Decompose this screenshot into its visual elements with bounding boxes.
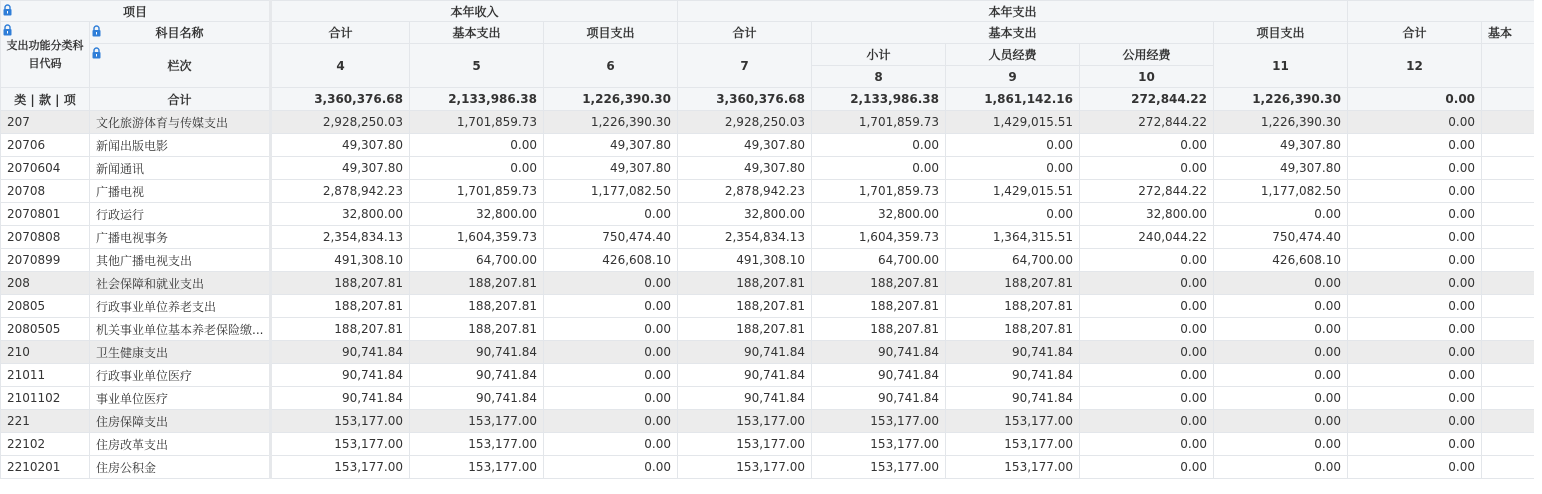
row-name: 广播电视 — [90, 180, 271, 203]
row-name: 新闻出版电影 — [90, 134, 271, 157]
row-cell: 90,741.84 — [678, 387, 812, 410]
total-cell: 0.00 — [1348, 88, 1482, 111]
row-name: 行政事业单位养老支出 — [90, 295, 271, 318]
row-cell: 0.00 — [1348, 387, 1482, 410]
row-cell: 0.00 — [1080, 456, 1214, 479]
row-cell: 1,226,390.30 — [544, 111, 678, 134]
row-name: 住房公积金 — [90, 456, 271, 479]
row-cell: 188,207.81 — [271, 318, 410, 341]
row-cell: 90,741.84 — [410, 387, 544, 410]
row-cell: 90,741.84 — [946, 387, 1080, 410]
header-col-10: 10 — [1080, 66, 1214, 88]
row-cell: 153,177.00 — [678, 456, 812, 479]
table-row[interactable] — [1, 456, 1535, 479]
table-row[interactable] — [1, 295, 1535, 318]
table-row[interactable] — [1, 410, 1535, 433]
row-cell: 188,207.81 — [271, 272, 410, 295]
row-code: 221 — [1, 410, 90, 433]
header-income-project: 项目支出 — [544, 22, 678, 44]
row-code: 2080505 — [1, 318, 90, 341]
row-cell: 153,177.00 — [271, 433, 410, 456]
row-cell: 153,177.00 — [946, 433, 1080, 456]
row-cell: 188,207.81 — [410, 295, 544, 318]
row-cell: 0.00 — [544, 318, 678, 341]
row-cell-extra — [1482, 226, 1534, 249]
table-row[interactable] — [1, 111, 1535, 134]
row-cell: 426,608.10 — [1214, 249, 1348, 272]
row-name: 住房改革支出 — [90, 433, 271, 456]
row-cell: 32,800.00 — [410, 203, 544, 226]
total-label: 合计 — [90, 88, 271, 111]
table-row[interactable] — [1, 157, 1535, 180]
row-cell-extra — [1482, 341, 1534, 364]
table-body — [1, 88, 1535, 479]
row-cell: 2,878,942.23 — [271, 180, 410, 203]
row-cell-extra — [1482, 295, 1534, 318]
header-column-num-label: 栏次 — [167, 59, 192, 73]
total-cell: 272,844.22 — [1080, 88, 1214, 111]
row-cell: 153,177.00 — [271, 410, 410, 433]
row-cell: 153,177.00 — [812, 410, 946, 433]
row-cell-extra — [1482, 249, 1534, 272]
header-col-8: 8 — [812, 66, 946, 88]
header-col-5: 5 — [410, 44, 544, 88]
header-expense-public: 公用经费 — [1080, 44, 1214, 66]
row-cell: 0.00 — [812, 157, 946, 180]
row-cell-extra — [1482, 203, 1534, 226]
total-cell-extra — [1482, 88, 1534, 111]
table-row[interactable] — [1, 249, 1535, 272]
row-cell: 0.00 — [544, 433, 678, 456]
row-cell: 0.00 — [1348, 226, 1482, 249]
total-cell: 2,133,986.38 — [812, 88, 946, 111]
row-cell: 0.00 — [1348, 249, 1482, 272]
row-cell: 49,307.80 — [271, 134, 410, 157]
row-cell: 0.00 — [1080, 295, 1214, 318]
row-cell: 0.00 — [544, 410, 678, 433]
row-cell: 90,741.84 — [812, 387, 946, 410]
row-cell: 188,207.81 — [946, 295, 1080, 318]
header-subject-name — [90, 22, 271, 44]
table-row[interactable] — [1, 180, 1535, 203]
row-cell: 0.00 — [1080, 364, 1214, 387]
row-cell: 90,741.84 — [946, 341, 1080, 364]
row-cell: 90,741.84 — [410, 364, 544, 387]
row-cell: 0.00 — [544, 272, 678, 295]
row-name: 文化旅游体育与传媒支出 — [90, 111, 271, 134]
table-row[interactable] — [1, 364, 1535, 387]
row-cell: 49,307.80 — [678, 157, 812, 180]
row-cell: 188,207.81 — [812, 318, 946, 341]
row-cell: 0.00 — [812, 134, 946, 157]
row-cell: 0.00 — [410, 134, 544, 157]
row-cell: 32,800.00 — [271, 203, 410, 226]
total-cell: 2,133,986.38 — [410, 88, 544, 111]
row-code: 2070801 — [1, 203, 90, 226]
row-cell: 2,928,250.03 — [271, 111, 410, 134]
row-code: 20708 — [1, 180, 90, 203]
row-name: 新闻通讯 — [90, 157, 271, 180]
row-code: 210 — [1, 341, 90, 364]
row-cell: 1,429,015.51 — [946, 111, 1080, 134]
row-cell: 0.00 — [1348, 364, 1482, 387]
row-name: 广播电视事务 — [90, 226, 271, 249]
row-cell: 0.00 — [1348, 134, 1482, 157]
row-cell: 153,177.00 — [946, 410, 1080, 433]
row-cell: 0.00 — [1348, 456, 1482, 479]
header-func-code-line2: 目代码 — [28, 56, 62, 70]
header-extra-basic: 基本 — [1482, 22, 1534, 44]
row-cell-extra — [1482, 410, 1534, 433]
row-cell: 2,354,834.13 — [678, 226, 812, 249]
row-cell: 64,700.00 — [410, 249, 544, 272]
lock-icon[interactable] — [3, 4, 12, 16]
row-cell: 0.00 — [1080, 134, 1214, 157]
row-name: 机关事业单位基本养老保险缴... — [90, 318, 271, 341]
header-col-9: 9 — [946, 66, 1080, 88]
row-cell: 0.00 — [1080, 341, 1214, 364]
row-cell: 188,207.81 — [812, 272, 946, 295]
row-cell: 188,207.81 — [812, 295, 946, 318]
row-cell: 0.00 — [1348, 111, 1482, 134]
header-col-11: 11 — [1214, 44, 1348, 88]
header-expense-sub: 小计 — [812, 44, 946, 66]
row-cell: 49,307.80 — [678, 134, 812, 157]
row-cell: 90,741.84 — [812, 364, 946, 387]
row-cell: 188,207.81 — [410, 272, 544, 295]
row-cell: 0.00 — [1080, 410, 1214, 433]
header-income-total: 合计 — [271, 22, 410, 44]
row-cell-extra — [1482, 111, 1534, 134]
row-cell: 1,226,390.30 — [1214, 111, 1348, 134]
row-cell: 2,878,942.23 — [678, 180, 812, 203]
header-expense-group: 本年支出 — [678, 1, 1348, 22]
table-row[interactable] — [1, 134, 1535, 157]
row-code: 207 — [1, 111, 90, 134]
header-extra-total: 合计 — [1348, 22, 1482, 44]
row-cell: 0.00 — [1080, 387, 1214, 410]
row-cell: 1,177,082.50 — [544, 180, 678, 203]
row-cell: 0.00 — [544, 203, 678, 226]
row-cell: 90,741.84 — [410, 341, 544, 364]
total-cell: 3,360,376.68 — [678, 88, 812, 111]
table-row[interactable] — [1, 226, 1535, 249]
header-func-code — [1, 22, 90, 88]
row-code: 208 — [1, 272, 90, 295]
row-cell: 0.00 — [1214, 456, 1348, 479]
row-cell: 240,044.22 — [1080, 226, 1214, 249]
row-cell: 0.00 — [1214, 387, 1348, 410]
header-extra-group — [1348, 1, 1534, 22]
row-cell: 0.00 — [1080, 433, 1214, 456]
total-cell: 3,360,376.68 — [271, 88, 410, 111]
lock-icon[interactable] — [92, 25, 101, 37]
row-cell: 153,177.00 — [271, 456, 410, 479]
row-cell: 49,307.80 — [271, 157, 410, 180]
row-cell: 0.00 — [1214, 272, 1348, 295]
row-cell: 1,604,359.73 — [812, 226, 946, 249]
header-col-4: 4 — [271, 44, 410, 88]
header-expense-total: 合计 — [678, 22, 812, 44]
table-row[interactable] — [1, 387, 1535, 410]
row-cell: 1,604,359.73 — [410, 226, 544, 249]
row-cell: 188,207.81 — [271, 295, 410, 318]
row-cell: 0.00 — [1348, 157, 1482, 180]
row-cell: 0.00 — [1214, 410, 1348, 433]
row-name: 行政事业单位医疗 — [90, 364, 271, 387]
row-cell: 0.00 — [544, 456, 678, 479]
row-cell: 188,207.81 — [678, 272, 812, 295]
row-cell: 188,207.81 — [946, 272, 1080, 295]
table-row[interactable] — [1, 272, 1535, 295]
row-cell: 491,308.10 — [271, 249, 410, 272]
header-income-group: 本年收入 — [271, 1, 678, 22]
lock-icon[interactable] — [3, 24, 12, 36]
header-col-extra — [1482, 44, 1534, 88]
header-expense-personnel: 人员经费 — [946, 44, 1080, 66]
row-cell: 0.00 — [1080, 249, 1214, 272]
row-cell: 491,308.10 — [678, 249, 812, 272]
row-cell: 0.00 — [1348, 272, 1482, 295]
row-cell: 0.00 — [946, 134, 1080, 157]
row-cell: 0.00 — [1214, 341, 1348, 364]
row-cell: 153,177.00 — [410, 433, 544, 456]
row-cell: 272,844.22 — [1080, 180, 1214, 203]
row-code: 20805 — [1, 295, 90, 318]
row-cell: 64,700.00 — [812, 249, 946, 272]
row-name: 其他广播电视支出 — [90, 249, 271, 272]
row-cell: 90,741.84 — [812, 341, 946, 364]
row-cell: 32,800.00 — [812, 203, 946, 226]
row-cell: 1,429,015.51 — [946, 180, 1080, 203]
row-cell: 0.00 — [544, 387, 678, 410]
row-name: 事业单位医疗 — [90, 387, 271, 410]
row-cell: 272,844.22 — [1080, 111, 1214, 134]
row-cell: 1,701,859.73 — [812, 180, 946, 203]
row-code: 2210201 — [1, 456, 90, 479]
row-cell: 90,741.84 — [271, 387, 410, 410]
header-col-7: 7 — [678, 44, 812, 88]
row-cell: 153,177.00 — [812, 456, 946, 479]
row-cell: 1,177,082.50 — [1214, 180, 1348, 203]
table-row[interactable] — [1, 318, 1535, 341]
row-cell: 32,800.00 — [1080, 203, 1214, 226]
header-project-label: 项目 — [123, 4, 148, 19]
row-cell: 188,207.81 — [946, 318, 1080, 341]
row-cell-extra — [1482, 318, 1534, 341]
row-name: 社会保障和就业支出 — [90, 272, 271, 295]
header-expense-project: 项目支出 — [1214, 22, 1348, 44]
table-row[interactable] — [1, 203, 1535, 226]
row-name: 住房保障支出 — [90, 410, 271, 433]
row-cell: 0.00 — [1214, 203, 1348, 226]
row-cell: 0.00 — [1214, 295, 1348, 318]
total-cell: 1,226,390.30 — [544, 88, 678, 111]
row-cell-extra — [1482, 456, 1534, 479]
total-cell: 1,861,142.16 — [946, 88, 1080, 111]
row-cell: 750,474.40 — [544, 226, 678, 249]
row-cell: 49,307.80 — [544, 134, 678, 157]
row-cell: 0.00 — [1080, 318, 1214, 341]
row-cell-extra — [1482, 364, 1534, 387]
row-cell: 750,474.40 — [1214, 226, 1348, 249]
row-cell: 0.00 — [1214, 433, 1348, 456]
header-expense-basic: 基本支出 — [812, 22, 1214, 44]
row-cell: 90,741.84 — [271, 341, 410, 364]
row-cell: 1,701,859.73 — [410, 111, 544, 134]
row-cell: 0.00 — [544, 364, 678, 387]
total-row[interactable] — [1, 88, 1535, 111]
table-row[interactable] — [1, 433, 1535, 456]
row-cell: 153,177.00 — [410, 410, 544, 433]
total-cell: 1,226,390.30 — [1214, 88, 1348, 111]
row-cell: 0.00 — [544, 295, 678, 318]
row-code: 2101102 — [1, 387, 90, 410]
row-cell: 188,207.81 — [678, 318, 812, 341]
row-cell: 0.00 — [1214, 364, 1348, 387]
row-cell: 90,741.84 — [678, 341, 812, 364]
row-cell: 64,700.00 — [946, 249, 1080, 272]
row-code: 2070899 — [1, 249, 90, 272]
header-subject-name-label: 科目名称 — [155, 26, 204, 40]
row-cell: 188,207.81 — [410, 318, 544, 341]
row-cell: 153,177.00 — [410, 456, 544, 479]
row-cell: 2,928,250.03 — [678, 111, 812, 134]
header-column-num — [90, 44, 271, 88]
row-cell: 0.00 — [1348, 433, 1482, 456]
row-cell: 0.00 — [1348, 318, 1482, 341]
row-cell: 0.00 — [1348, 410, 1482, 433]
row-cell-extra — [1482, 272, 1534, 295]
row-cell: 0.00 — [410, 157, 544, 180]
row-cell: 90,741.84 — [946, 364, 1080, 387]
row-cell: 426,608.10 — [544, 249, 678, 272]
row-cell-extra — [1482, 157, 1534, 180]
table-row[interactable] — [1, 341, 1535, 364]
header-col-12: 12 — [1348, 44, 1482, 88]
row-cell-extra — [1482, 387, 1534, 410]
row-cell: 153,177.00 — [678, 433, 812, 456]
row-cell: 153,177.00 — [678, 410, 812, 433]
row-name: 卫生健康支出 — [90, 341, 271, 364]
header-project — [1, 1, 271, 22]
row-cell: 49,307.80 — [1214, 134, 1348, 157]
row-cell: 0.00 — [1348, 203, 1482, 226]
row-cell: 0.00 — [1080, 157, 1214, 180]
row-cell: 0.00 — [946, 203, 1080, 226]
row-code: 20706 — [1, 134, 90, 157]
row-cell: 0.00 — [1080, 272, 1214, 295]
header-col-6: 6 — [544, 44, 678, 88]
row-cell-extra — [1482, 180, 1534, 203]
row-cell: 1,364,315.51 — [946, 226, 1080, 249]
row-code: 2070604 — [1, 157, 90, 180]
row-cell: 32,800.00 — [678, 203, 812, 226]
row-cell: 1,701,859.73 — [812, 111, 946, 134]
row-cell: 153,177.00 — [812, 433, 946, 456]
row-cell-extra — [1482, 134, 1534, 157]
row-cell: 0.00 — [946, 157, 1080, 180]
row-cell: 49,307.80 — [1214, 157, 1348, 180]
row-name: 行政运行 — [90, 203, 271, 226]
row-cell: 153,177.00 — [946, 456, 1080, 479]
lock-icon[interactable] — [92, 47, 101, 59]
row-cell: 1,701,859.73 — [410, 180, 544, 203]
row-cell: 90,741.84 — [271, 364, 410, 387]
row-cell: 0.00 — [1214, 318, 1348, 341]
row-cell: 49,307.80 — [544, 157, 678, 180]
row-cell: 0.00 — [1348, 341, 1482, 364]
row-code: 22102 — [1, 433, 90, 456]
row-cell-extra — [1482, 433, 1534, 456]
row-cell: 188,207.81 — [678, 295, 812, 318]
row-cell: 2,354,834.13 — [271, 226, 410, 249]
row-cell: 0.00 — [1348, 180, 1482, 203]
total-kuan-label: 类 | 款 | 项 — [1, 88, 90, 111]
row-code: 2070808 — [1, 226, 90, 249]
row-cell: 0.00 — [1348, 295, 1482, 318]
row-cell: 0.00 — [544, 341, 678, 364]
row-cell: 90,741.84 — [678, 364, 812, 387]
row-code: 21011 — [1, 364, 90, 387]
header-func-code-line1: 支出功能分类科 — [6, 38, 84, 52]
header-income-basic: 基本支出 — [410, 22, 544, 44]
